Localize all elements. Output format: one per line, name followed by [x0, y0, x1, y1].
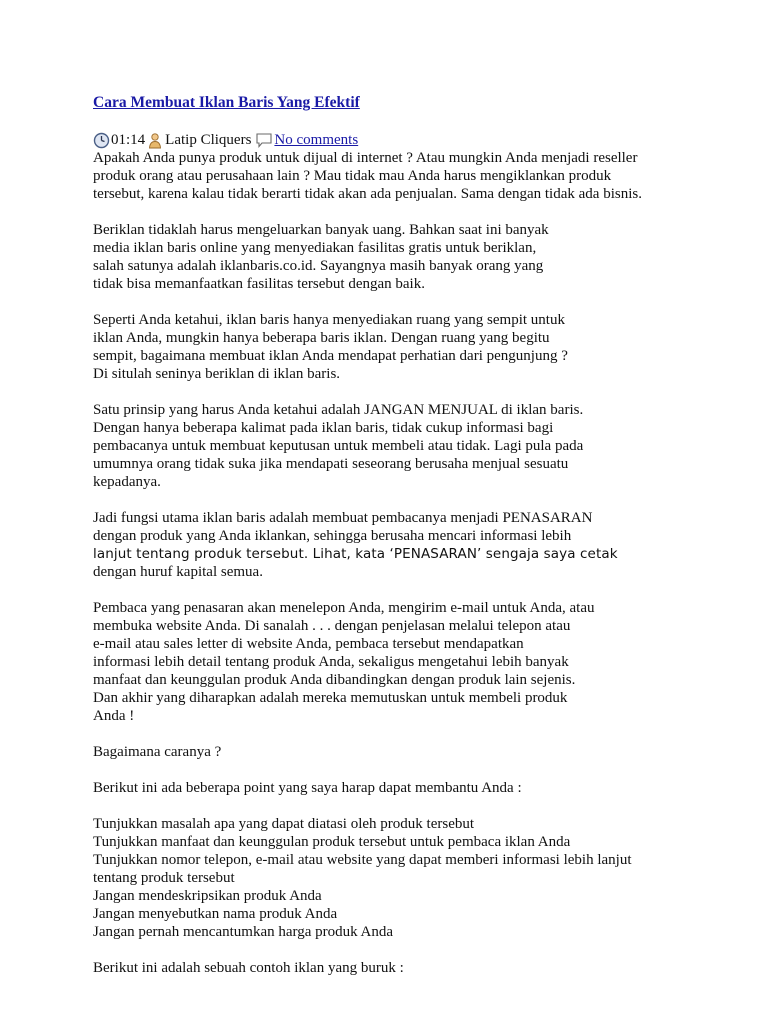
- text-line: Bagaimana caranya ?: [93, 744, 222, 760]
- paragraph: [93, 149, 733, 203]
- text-line: Di situlah seninya beriklan di iklan baris.: [93, 366, 341, 382]
- text-line: lanjut tentang produk tersebut. Lihat, kata ‘PENASARAN’ sengaja saya cetak: [93, 546, 618, 562]
- text-line: Jangan mendeskripsikan produk Anda: [93, 888, 322, 904]
- text-line: Apakah Anda punya produk untuk dijual di internet ? Atau mungkin Anda menjadi reseller: [93, 150, 638, 166]
- post-time: 01:14: [111, 132, 146, 148]
- text-line: e-mail atau sales letter di website Anda, pembaca tersebut mendapatkan: [93, 636, 524, 652]
- paragraph-gap: [93, 725, 733, 743]
- paragraph-gap: [93, 581, 733, 599]
- paragraph: [93, 509, 733, 581]
- paragraph: [93, 779, 733, 797]
- text-line: iklan Anda, mungkin hanya beberapa baris iklan. Dengan ruang yang begitu: [93, 330, 550, 346]
- clock-icon: [93, 132, 110, 149]
- text-line: Berikut ini ada beberapa point yang saya harap dapat membantu Anda :: [93, 780, 522, 796]
- paragraph-gap: [93, 491, 733, 509]
- paragraph-gap: [93, 797, 733, 815]
- text-line: media iklan baris online yang menyediakan fasilitas gratis untuk beriklan,: [93, 240, 537, 256]
- paragraph: [93, 815, 733, 941]
- text-line: Pembaca yang penasaran akan menelepon Anda, mengirim e-mail untuk Anda, atau: [93, 600, 595, 616]
- paragraph-gap: [93, 941, 733, 959]
- text-line: Seperti Anda ketahui, iklan baris hanya menyediakan ruang yang sempit untuk: [93, 312, 565, 328]
- text-line: manfaat dan keunggulan produk Anda dibandingkan dengan produk lain sejenis.: [93, 672, 576, 688]
- text-line: dengan huruf kapital semua.: [93, 564, 263, 580]
- text-line: Satu prinsip yang harus Anda ketahui adalah JANGAN MENJUAL di iklan baris.: [93, 402, 584, 418]
- text-line: tidak bisa memanfaatkan fasilitas tersebut dengan baik.: [93, 276, 425, 292]
- paragraph-gap: [93, 761, 733, 779]
- paragraph: [93, 743, 733, 761]
- paragraph: [93, 401, 733, 491]
- post-title-link[interactable]: Cara Membuat Iklan Baris Yang Efektif: [93, 94, 360, 111]
- user-icon: [147, 132, 164, 149]
- text-line: Berikut ini adalah sebuah contoh iklan yang buruk :: [93, 960, 404, 976]
- article-body: [93, 149, 733, 977]
- paragraph: [93, 599, 733, 725]
- paragraph-gap: [93, 203, 733, 221]
- text-line: Dan akhir yang diharapkan adalah mereka memutuskan untuk membeli produk: [93, 690, 568, 706]
- text-line: informasi lebih detail tentang produk Anda, sekaligus mengetahui lebih banyak: [93, 654, 569, 670]
- paragraph-gap: [93, 293, 733, 311]
- paragraph: [93, 959, 733, 977]
- text-line: Tunjukkan manfaat dan keunggulan produk tersebut untuk pembaca iklan Anda: [93, 834, 571, 850]
- text-line: sempit, bagaimana membuat iklan Anda mendapat perhatian dari pengunjung ?: [93, 348, 568, 364]
- text-line: Jangan menyebutkan nama produk Anda: [93, 906, 338, 922]
- post-author: Latip Cliquers: [165, 132, 252, 148]
- text-line: salah satunya adalah iklanbaris.co.id. Sayangnya masih banyak orang yang: [93, 258, 544, 274]
- text-line: tersebut, karena kalau tidak berarti tidak akan ada penjualan. Sama dengan tidak ada bisnis.: [93, 186, 642, 202]
- text-line: Jangan pernah mencantumkan harga produk Anda: [93, 924, 394, 940]
- text-line: Tunjukkan masalah apa yang dapat diatasi oleh produk tersebut: [93, 816, 475, 832]
- post-meta: [93, 131, 358, 149]
- text-line: Anda !: [93, 708, 135, 724]
- text-line: Beriklan tidaklah harus mengeluarkan banyak uang. Bahkan saat ini banyak: [93, 222, 549, 238]
- text-line: pembacanya untuk membuat keputusan untuk membeli atau tidak. Lagi pula pada: [93, 438, 584, 454]
- text-line: membuka website Anda. Di sanalah . . . dengan penjelasan melalui telepon atau: [93, 618, 571, 634]
- text-line: Dengan hanya beberapa kalimat pada iklan baris, tidak cukup informasi bagi: [93, 420, 554, 436]
- text-line: dengan produk yang Anda iklankan, sehingga berusaha mencari informasi lebih: [93, 528, 572, 544]
- text-line: tentang produk tersebut: [93, 870, 235, 886]
- paragraph: [93, 311, 733, 383]
- comments-link[interactable]: No comments: [274, 132, 359, 148]
- speech-bubble-icon: [255, 132, 273, 149]
- paragraph-gap: [93, 383, 733, 401]
- text-line: kepadanya.: [93, 474, 161, 490]
- text-line: Jadi fungsi utama iklan baris adalah membuat pembacanya menjadi PENASARAN: [93, 510, 593, 526]
- text-line: Tunjukkan nomor telepon, e-mail atau website yang dapat memberi informasi lebih lanjut: [93, 852, 632, 868]
- text-line: produk orang atau perusahaan lain ? Mau tidak mau Anda harus mengiklankan produk: [93, 168, 612, 184]
- text-line: umumnya orang tidak suka jika mendapati seseorang berusaha menjual sesuatu: [93, 456, 569, 472]
- paragraph: [93, 221, 733, 293]
